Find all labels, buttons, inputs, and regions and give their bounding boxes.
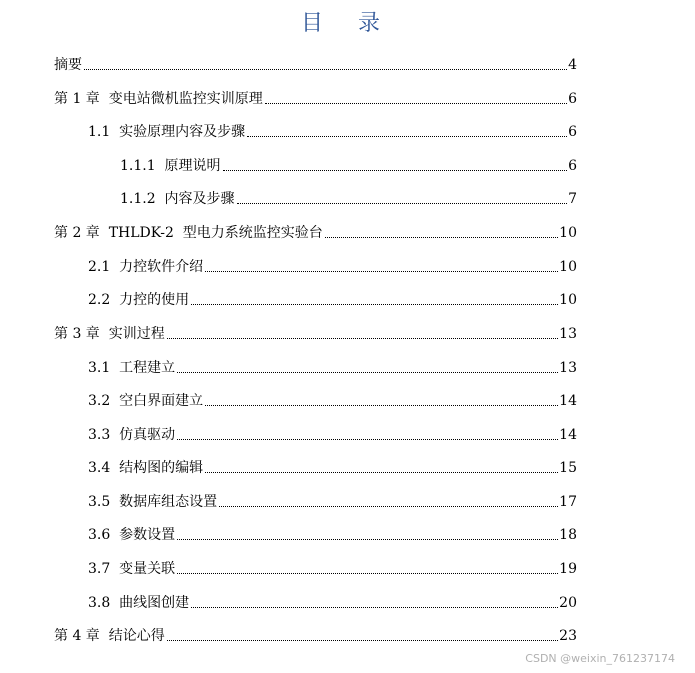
dot-leader [177, 573, 558, 574]
toc-entry-page: 19 [559, 561, 577, 577]
dot-leader [191, 607, 558, 608]
dot-leader [84, 69, 567, 70]
toc-entry-label: 3.2 空白界面建立 [88, 393, 204, 409]
toc-entry-page: 14 [559, 427, 577, 443]
toc-entry-label: 2.1 力控软件介绍 [88, 259, 204, 275]
dot-leader [177, 539, 558, 540]
dot-leader [167, 640, 558, 641]
toc-entry-section-2-1[interactable] [88, 254, 577, 276]
dot-leader [205, 271, 558, 272]
toc-entry-section-3-7[interactable] [88, 556, 577, 578]
toc-entry-label: 第 1 章 变电站微机监控实训原理 [54, 91, 263, 107]
toc-entry-label: 3.3 仿真驱动 [88, 427, 176, 443]
toc-entry-page: 4 [568, 57, 577, 73]
dot-leader [167, 338, 558, 339]
toc-entry-section-1-1-1[interactable] [120, 153, 577, 175]
toc-title: 目 录 [301, 11, 394, 36]
toc-entry-section-1-1-2[interactable] [120, 186, 577, 208]
toc-entry-page: 15 [559, 460, 577, 476]
toc-entry-page: 10 [559, 259, 577, 275]
dot-leader [325, 237, 558, 238]
toc-entry-section-3-2[interactable] [88, 388, 577, 410]
toc-entry-section-3-8[interactable] [88, 590, 577, 612]
toc-entry-page: 20 [559, 595, 577, 611]
toc-entry-page: 6 [568, 124, 577, 140]
toc-entry-chapter-3[interactable] [54, 321, 577, 343]
toc-entry-label: 3.1 工程建立 [88, 360, 176, 376]
toc-entry-page: 6 [568, 91, 577, 107]
dot-leader [247, 136, 567, 137]
toc-entry-label: 1.1 实验原理内容及步骤 [88, 124, 246, 140]
toc-entry-page: 6 [568, 158, 577, 174]
toc-entry-chapter-4[interactable] [54, 623, 577, 645]
toc-entry-label: 3.6 参数设置 [88, 527, 176, 543]
toc-entry-section-2-2[interactable] [88, 287, 577, 309]
toc-entry-label: 3.7 变量关联 [88, 561, 176, 577]
dot-leader [205, 405, 558, 406]
toc-entry-page: 10 [559, 292, 577, 308]
toc-entry-section-3-5[interactable] [88, 489, 577, 511]
toc-entry-chapter-1[interactable] [54, 86, 577, 108]
dot-leader [237, 203, 568, 204]
toc-entry-label: 1.1.2 内容及步骤 [120, 191, 235, 207]
dot-leader [177, 372, 558, 373]
toc-entry-page: 10 [559, 225, 577, 241]
dot-leader [177, 439, 558, 440]
dot-leader [223, 170, 568, 171]
toc-entry-label: 3.4 结构图的编辑 [88, 460, 204, 476]
dot-leader [219, 506, 558, 507]
toc-entry-page: 23 [559, 628, 577, 644]
toc-entry-section-1-1[interactable] [88, 119, 577, 141]
toc-entry-chapter-2[interactable] [54, 220, 577, 242]
dot-leader [265, 103, 567, 104]
dot-leader [191, 304, 558, 305]
toc-entry-label: 摘要 [54, 57, 82, 73]
toc-entry-page: 13 [559, 360, 577, 376]
toc-entry-page: 14 [559, 393, 577, 409]
toc-entry-label: 3.8 曲线图创建 [88, 595, 190, 611]
csdn-watermark: CSDN @weixin_761237174 [525, 652, 675, 665]
toc-entry-section-3-3[interactable] [88, 422, 577, 444]
dot-leader [205, 472, 558, 473]
toc-entry-page: 13 [559, 326, 577, 342]
toc-entry-page: 18 [559, 527, 577, 543]
toc-entry-abstract[interactable] [54, 52, 577, 74]
toc-entry-label: 1.1.1 原理说明 [120, 158, 221, 174]
toc-entry-label: 2.2 力控的使用 [88, 292, 190, 308]
toc-entry-section-3-6[interactable] [88, 522, 577, 544]
toc-entry-section-3-1[interactable] [88, 355, 577, 377]
toc-entry-label: 3.5 数据库组态设置 [88, 494, 218, 510]
toc-entry-page: 17 [559, 494, 577, 510]
toc-entry-section-3-4[interactable] [88, 455, 577, 477]
toc-entry-page: 7 [568, 191, 577, 207]
toc-entry-label: 第 2 章 THLDK-2 型电力系统监控实验台 [54, 225, 323, 241]
toc-entry-label: 第 4 章 结论心得 [54, 628, 165, 644]
toc-entry-label: 第 3 章 实训过程 [54, 326, 165, 342]
